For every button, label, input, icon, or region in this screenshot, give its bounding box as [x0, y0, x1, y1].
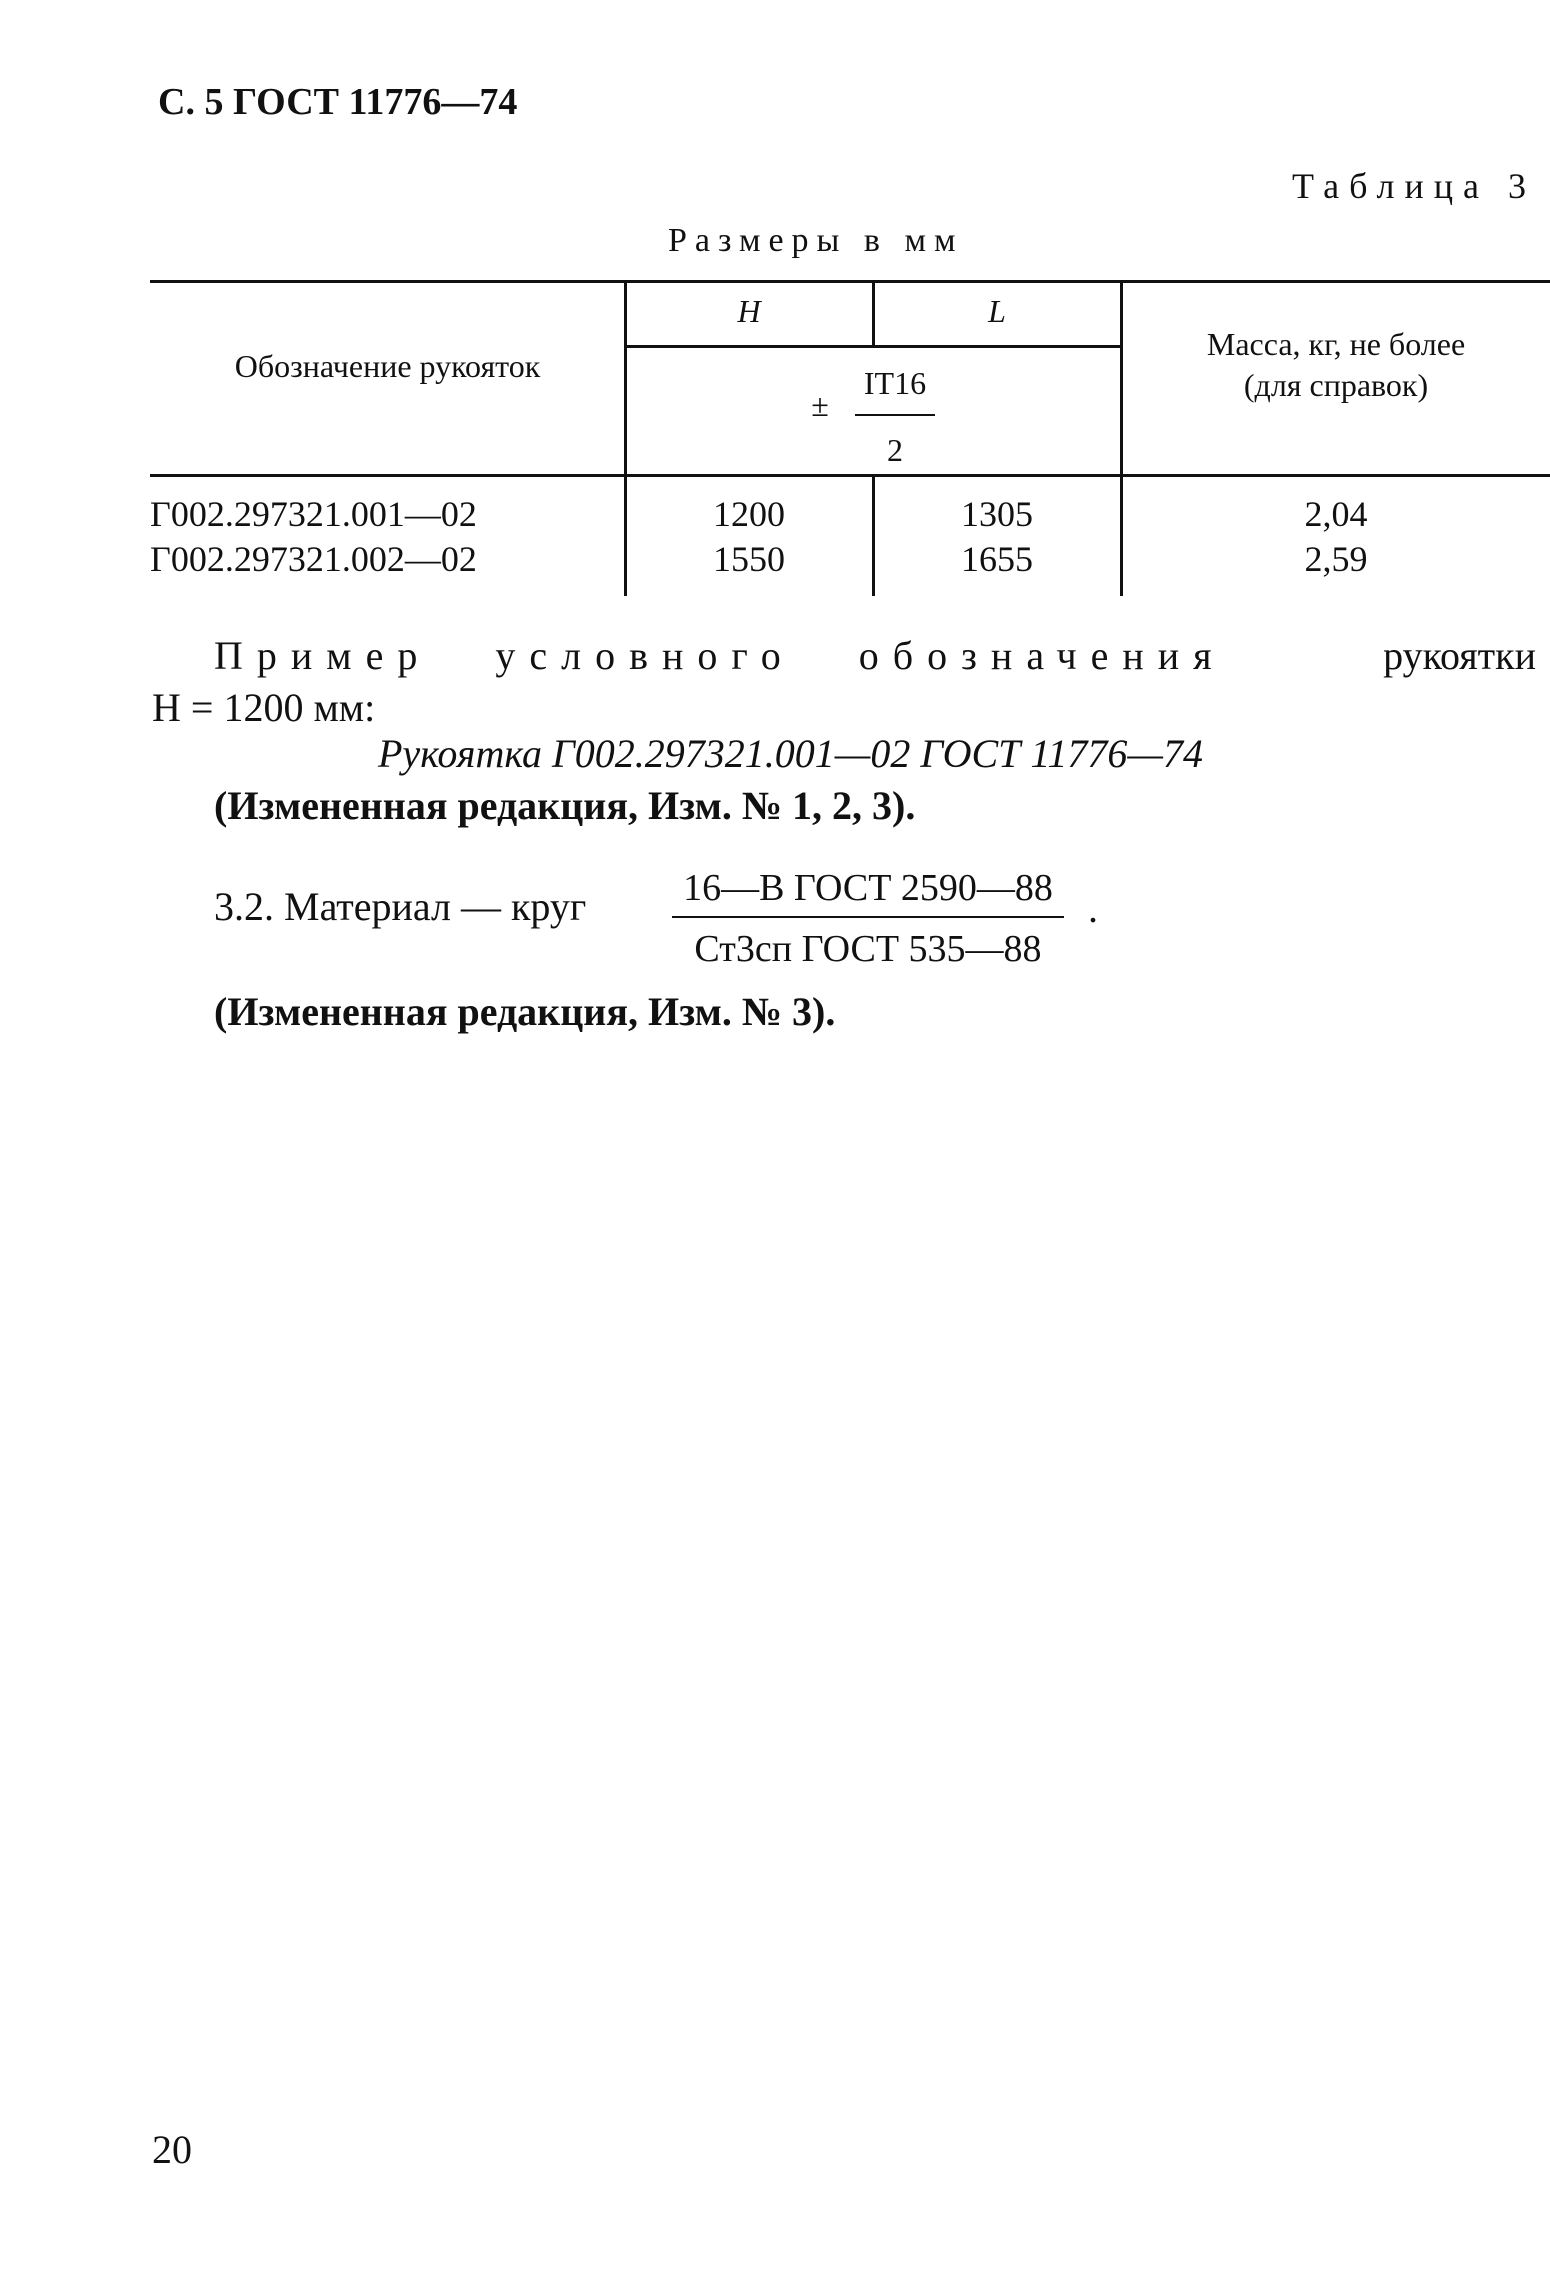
row-mass: 2,04 [1304, 494, 1368, 534]
row-h: 1200 [713, 494, 785, 534]
material-period: . [1088, 886, 1098, 931]
header-mass-2: (для справок) [1243, 367, 1429, 403]
material-denominator: Ст3сп ГОСТ 535—88 [694, 928, 1042, 970]
tolerance-denominator: 2 [887, 432, 903, 468]
row-l: 1305 [961, 494, 1033, 534]
example-lead: Пример условного обозначения [214, 633, 1226, 678]
table-number: Таблица 3 [1292, 166, 1536, 206]
example-revision: (Измененная редакция, Изм. № 1, 2, 3). [214, 783, 916, 828]
header-bottom-rule [150, 474, 1550, 477]
material-revision: (Измененная редакция, Изм. № 3). [214, 989, 836, 1034]
row-mass: 2,59 [1304, 539, 1368, 579]
material-numerator: 16—В ГОСТ 2590—88 [683, 867, 1053, 909]
table-top-rule [150, 280, 1550, 283]
page-header: С. 5 ГОСТ 11776—74 [158, 81, 518, 123]
row-l: 1655 [961, 539, 1033, 579]
example-lead-tail: рукоятки [1383, 633, 1536, 678]
header-l: L [988, 293, 1006, 329]
row-designation: Г002.297321.001—02 [150, 494, 477, 534]
header-mass-1: Масса, кг, не более [1206, 326, 1466, 362]
table-units: Размеры в мм [668, 222, 964, 259]
tolerance-numerator: IT16 [863, 365, 927, 401]
tolerance-fraction-bar [855, 414, 935, 416]
material-fraction-bar [672, 916, 1064, 918]
header-h: H [737, 293, 761, 329]
example-line2: H = 1200 мм: [152, 685, 376, 730]
row-designation: Г002.297321.002—02 [150, 539, 477, 579]
row-h: 1550 [713, 539, 785, 579]
material-lead: 3.2. Материал — круг [214, 884, 587, 929]
example-designation: Рукоятка Г002.297321.001—02 ГОСТ 11776—74 [378, 731, 1203, 776]
tolerance-sign: ± [811, 387, 829, 423]
header-designation: Обозначение рукояток [234, 348, 541, 384]
page-number: 20 [152, 2127, 192, 2172]
